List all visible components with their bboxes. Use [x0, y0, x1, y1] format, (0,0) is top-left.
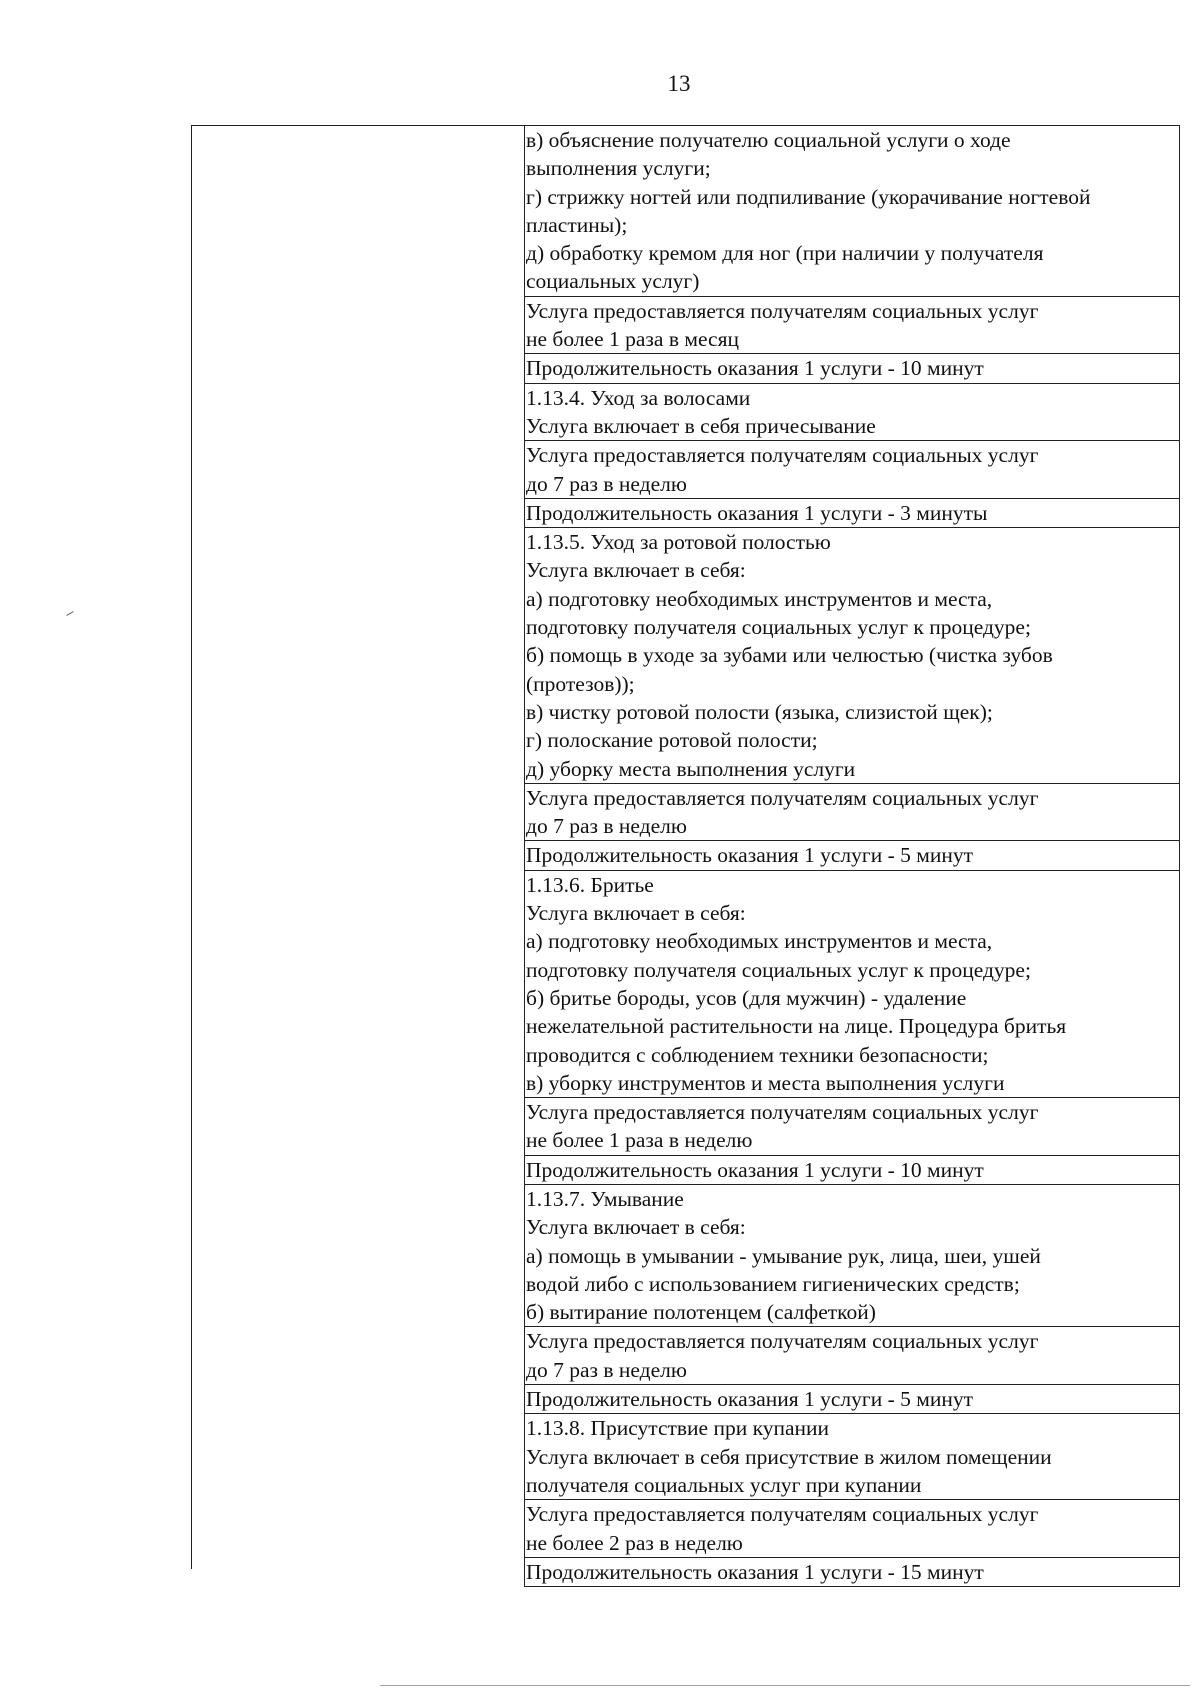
table-cell: Услуга предоставляется получателям социальных услуг до 7 раз в неделю: [525, 784, 1179, 842]
table-cell: Услуга предоставляется получателям социальных услуг не более 1 раза в неделю: [525, 1098, 1179, 1156]
table-cell: Услуга предоставляется получателям социальных услуг не более 2 раз в неделю: [525, 1500, 1179, 1558]
table-cell: 1.13.5. Уход за ротовой полостью Услуга включает в себя: а) подготовку необходимых инструментов и места, подготовку получателя социальных услуг к процедуре; б) помощь в уходе за зубами или челюстью (чистка зубов (протезов)); в) чистку ротовой полости (языка, слизистой щек); г) полоскание ротовой полости; д) уборку места выполнения услуги: [525, 528, 1179, 784]
scan-line: [380, 1685, 1190, 1686]
page-number: 13: [667, 71, 691, 96]
table-right-column: [524, 125, 1180, 1587]
table-cell: Продолжительность оказания 1 услуги - 5 минут: [525, 841, 1179, 870]
scan-mark: [66, 611, 73, 616]
table-cell: 1.13.8. Присутствие при купании Услуга включает в себя присутствие в жилом помещении получателя социальных услуг при купании: [525, 1414, 1179, 1500]
table-cell: Продолжительность оказания 1 услуги - 10 минут: [525, 1156, 1179, 1185]
table-left-column: [191, 125, 524, 1569]
table-cell: Продолжительность оказания 1 услуги - 15 минут: [525, 1558, 1179, 1587]
table-cell: Продолжительность оказания 1 услуги - 3 минуты: [525, 499, 1179, 528]
table-cell: Услуга предоставляется получателям социальных услуг до 7 раз в неделю: [525, 441, 1179, 499]
table-cell: 1.13.7. Умывание Услуга включает в себя: а) помощь в умывании - умывание рук, лица, шеи, ушей водой либо с использованием гигиенических средств; б) вытирание полотенцем (салфеткой): [525, 1185, 1179, 1327]
table-cell: в) объяснение получателю социальной услуги о ходе выполнения услуги; г) стрижку ногтей или подпиливание (укорачивание ногтевой пластины); д) обработку кремом для ног (при наличии у получателя социальных услуг): [525, 126, 1179, 297]
table-cell: Услуга предоставляется получателям социальных услуг не более 1 раза в месяц: [525, 297, 1179, 355]
table-cell: Продолжительность оказания 1 услуги - 10 минут: [525, 354, 1179, 383]
table-cell: Продолжительность оказания 1 услуги - 5 минут: [525, 1385, 1179, 1414]
table-cell: 1.13.4. Уход за волосами Услуга включает в себя причесывание: [525, 384, 1179, 442]
table-cell: Услуга предоставляется получателям социальных услуг до 7 раз в неделю: [525, 1327, 1179, 1385]
table-cell: 1.13.6. Бритье Услуга включает в себя: а) подготовку необходимых инструментов и места, подготовку получателя социальных услуг к процедуре; б) бритье бороды, усов (для мужчин) - удаление нежелательной растительности на лице. Процедура бритья проводится с соблюдением техники безопасности; в) уборку инструментов и места выполнения услуги: [525, 871, 1179, 1098]
